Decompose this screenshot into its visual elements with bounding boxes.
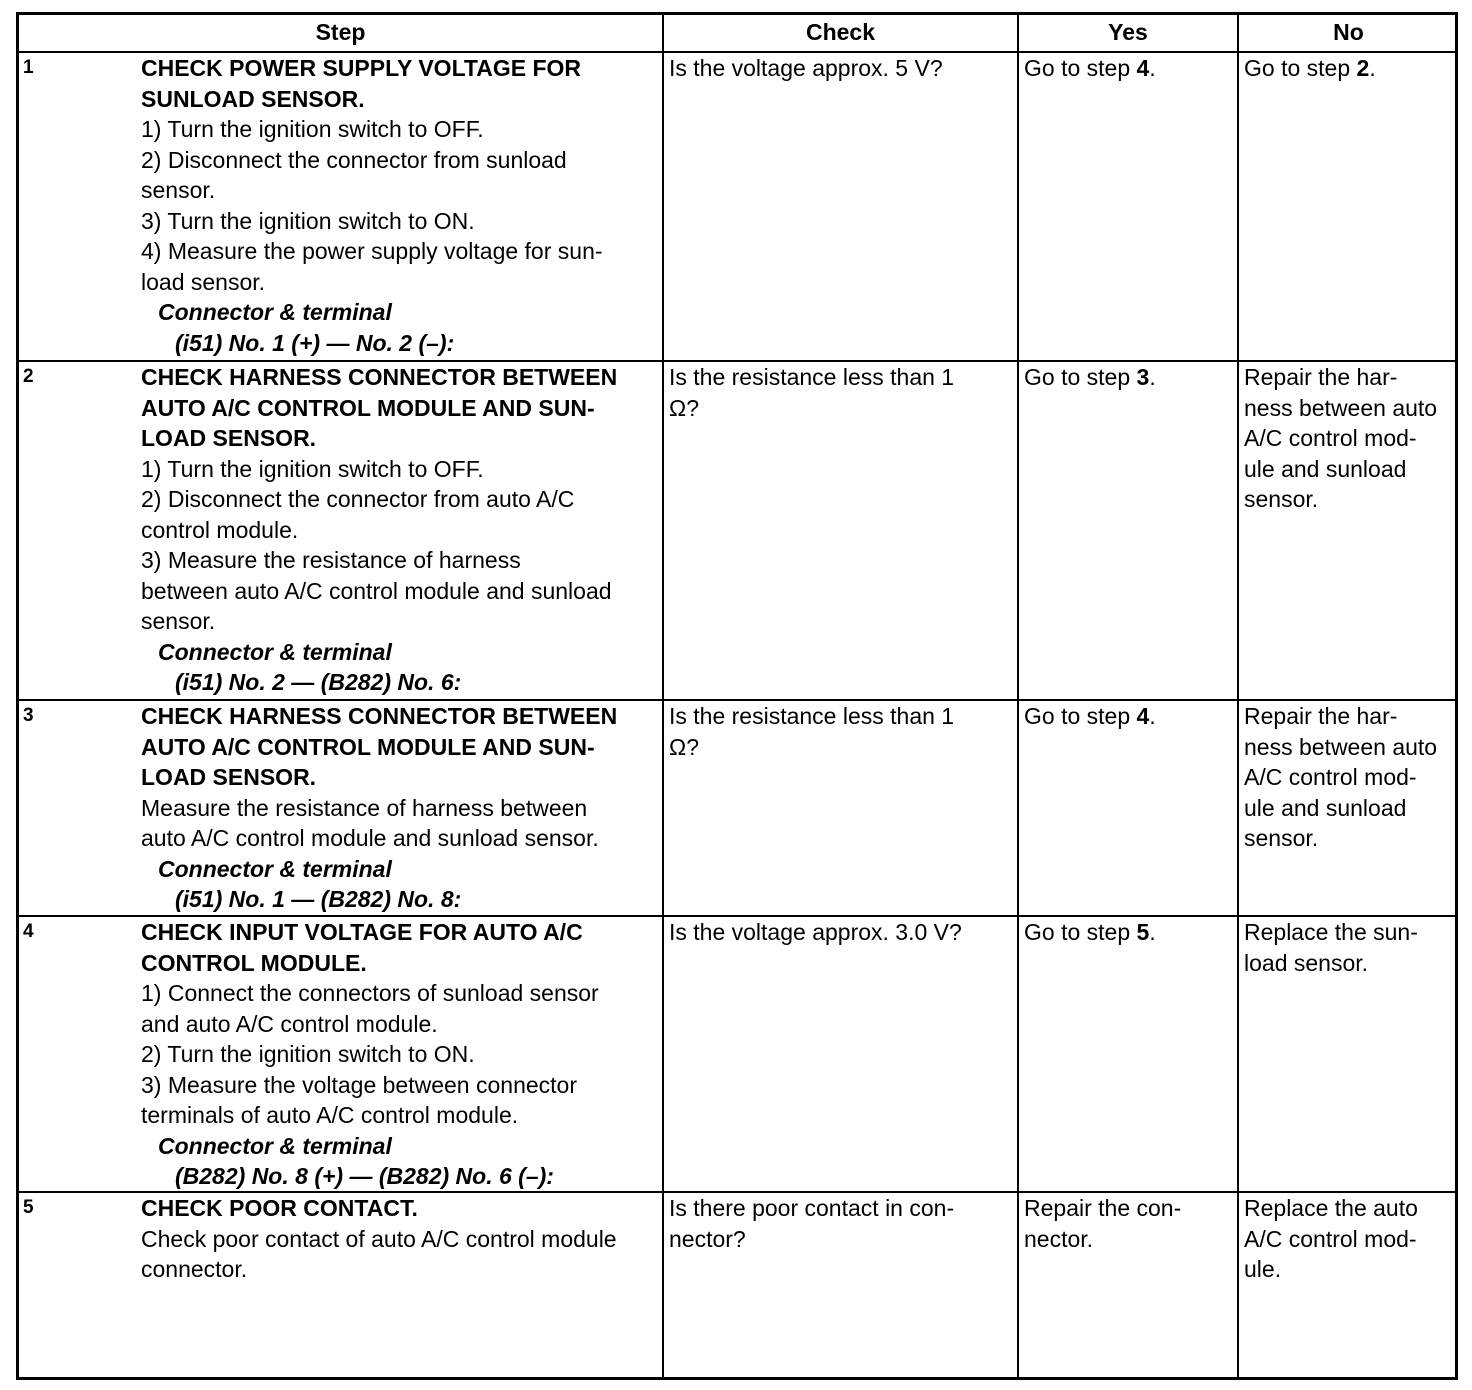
- no-text: ule and sunload: [1244, 794, 1407, 821]
- check-text: Is the voltage approx. 3.0 V?: [669, 919, 962, 945]
- no-text-end: .: [1369, 55, 1376, 81]
- step-instruction: 3) Measure the resistance of harness: [141, 547, 521, 573]
- check-question: [669, 1193, 1014, 1254]
- yes-text: Go to step: [1024, 55, 1137, 81]
- yes-text: nector.: [1024, 1225, 1094, 1252]
- check-question: [669, 362, 1014, 423]
- no-text: sensor.: [1244, 486, 1319, 512]
- step-instruction: terminals of auto A/C control module.: [141, 1102, 519, 1128]
- no-text: Repair the har-: [1244, 364, 1398, 390]
- step-instruction: 2) Disconnect the connector from auto A/C: [141, 486, 575, 512]
- yes-text: Repair the con-: [1024, 1195, 1182, 1221]
- check-text: Is there poor contact in con-: [669, 1195, 955, 1221]
- no-text: ule and sunload: [1244, 455, 1407, 482]
- step-number: 2: [23, 366, 34, 387]
- step-description: [141, 362, 661, 698]
- check-question: [669, 53, 1014, 84]
- step-title: CHECK HARNESS CONNECTOR BETWEEN: [141, 364, 618, 390]
- step-title: CHECK HARNESS CONNECTOR BETWEEN: [141, 703, 618, 729]
- connector-terminal: (i51) No. 2 — (B282) No. 6:: [175, 669, 462, 695]
- no-text: A/C control mod-: [1244, 425, 1417, 451]
- no-text: sensor.: [1244, 825, 1319, 851]
- yes-action: [1024, 917, 1234, 948]
- yes-step-number: 4: [1136, 703, 1150, 729]
- step-instruction: 2) Disconnect the connector from sunload: [141, 146, 567, 173]
- connector-terminal: (i51) No. 1 — (B282) No. 8:: [175, 886, 462, 912]
- check-question: [669, 701, 1014, 762]
- check-question: [669, 917, 1014, 948]
- step-instruction: load sensor.: [141, 268, 266, 295]
- step-number: 4: [23, 921, 34, 942]
- diagnostic-table: [16, 12, 1458, 1380]
- no-text: ness between auto: [1244, 733, 1438, 760]
- step-instruction: 3) Turn the ignition switch to ON.: [141, 207, 475, 234]
- yes-action: [1024, 1193, 1234, 1254]
- step-number: 3: [23, 705, 34, 726]
- step-title: AUTO A/C CONTROL MODULE AND SUN-: [141, 394, 595, 421]
- step-title: AUTO A/C CONTROL MODULE AND SUN-: [141, 733, 595, 760]
- step-instruction: 1) Turn the ignition switch to OFF.: [141, 116, 484, 142]
- table-row: [19, 53, 1455, 360]
- no-text: ule.: [1244, 1256, 1282, 1282]
- step-number: 5: [23, 1197, 34, 1218]
- step-instruction: 1) Connect the connectors of sunload sensor: [141, 980, 599, 1006]
- no-text: A/C control mod-: [1244, 1225, 1417, 1252]
- step-title: CHECK POOR CONTACT.: [141, 1195, 418, 1221]
- step-title: CHECK INPUT VOLTAGE FOR AUTO A/C: [141, 919, 583, 945]
- step-number: 1: [23, 57, 34, 78]
- no-action: [1244, 53, 1459, 84]
- no-text: Replace the auto: [1244, 1195, 1418, 1221]
- check-text: Ω?: [669, 394, 699, 421]
- no-text: ness between auto: [1244, 394, 1438, 421]
- check-text: nector?: [669, 1225, 746, 1252]
- yes-text-end: .: [1149, 55, 1156, 81]
- step-instruction: 3) Measure the voltage between connector: [141, 1071, 577, 1098]
- step-title: SUNLOAD SENSOR.: [141, 85, 365, 112]
- check-text: Is the resistance less than 1: [669, 364, 955, 390]
- check-text: Is the resistance less than 1: [669, 703, 955, 729]
- step-title: LOAD SENSOR.: [141, 764, 317, 790]
- header-no: No: [1333, 19, 1364, 45]
- yes-text: Go to step: [1024, 364, 1137, 390]
- step-instruction: connector.: [141, 1256, 248, 1282]
- no-action: [1244, 1193, 1459, 1285]
- step-instruction: 2) Turn the ignition switch to ON.: [141, 1041, 475, 1067]
- yes-step-number: 5: [1136, 919, 1150, 945]
- no-action: [1244, 362, 1459, 515]
- connector-terminal: (i51) No. 1 (+) — No. 2 (–):: [175, 329, 455, 356]
- no-text: Repair the har-: [1244, 703, 1398, 729]
- header-step: Step: [315, 19, 366, 45]
- check-text: Is the voltage approx. 5 V?: [669, 55, 943, 81]
- header-row: [19, 15, 1455, 51]
- step-instruction: Measure the resistance of harness between: [141, 794, 588, 821]
- step-description: [141, 917, 661, 1192]
- connector-label: Connector & terminal: [158, 855, 392, 882]
- yes-action: [1024, 701, 1234, 732]
- header-yes: Yes: [1108, 19, 1148, 45]
- no-text: load sensor.: [1244, 949, 1369, 976]
- step-description: [141, 53, 661, 358]
- step-instruction: sensor.: [141, 177, 216, 203]
- step-instruction: auto A/C control module and sunload sensor.: [141, 825, 599, 851]
- yes-text-end: .: [1149, 919, 1156, 945]
- no-text: Go to step: [1244, 55, 1357, 81]
- yes-step-number: 4: [1136, 55, 1150, 81]
- no-step-number: 2: [1356, 55, 1370, 81]
- connector-label: Connector & terminal: [158, 638, 392, 665]
- yes-text-end: .: [1149, 703, 1156, 729]
- yes-text-end: .: [1149, 364, 1156, 390]
- no-action: [1244, 701, 1459, 854]
- no-action: [1244, 917, 1459, 978]
- connector-label: Connector & terminal: [158, 1132, 392, 1159]
- step-title: LOAD SENSOR.: [141, 425, 317, 451]
- step-title: CHECK POWER SUPPLY VOLTAGE FOR: [141, 55, 582, 81]
- connector-terminal: (B282) No. 8 (+) — (B282) No. 6 (–):: [175, 1163, 554, 1189]
- check-text: Ω?: [669, 733, 699, 760]
- table-row: [19, 1193, 1455, 1379]
- no-text: A/C control mod-: [1244, 764, 1417, 790]
- yes-step-number: 3: [1136, 364, 1150, 390]
- step-instruction: and auto A/C control module.: [141, 1010, 438, 1037]
- no-text: Replace the sun-: [1244, 919, 1418, 945]
- step-instruction: between auto A/C control module and sunload: [141, 577, 612, 604]
- connector-label: Connector & terminal: [158, 299, 392, 325]
- step-title: CONTROL MODULE.: [141, 949, 367, 976]
- table-row: [19, 917, 1455, 1191]
- step-instruction: control module.: [141, 516, 299, 543]
- yes-action: [1024, 53, 1234, 84]
- step-instruction: 4) Measure the power supply voltage for sun-: [141, 238, 603, 264]
- step-description: [141, 1193, 661, 1285]
- step-instruction: sensor.: [141, 608, 216, 634]
- yes-text: Go to step: [1024, 703, 1137, 729]
- table-row: [19, 362, 1455, 699]
- yes-text: Go to step: [1024, 919, 1137, 945]
- header-check: Check: [805, 19, 876, 45]
- step-instruction: 1) Turn the ignition switch to OFF.: [141, 455, 484, 482]
- step-instruction: Check poor contact of auto A/C control module: [141, 1225, 617, 1252]
- table-row: [19, 701, 1455, 915]
- yes-action: [1024, 362, 1234, 393]
- step-description: [141, 701, 661, 915]
